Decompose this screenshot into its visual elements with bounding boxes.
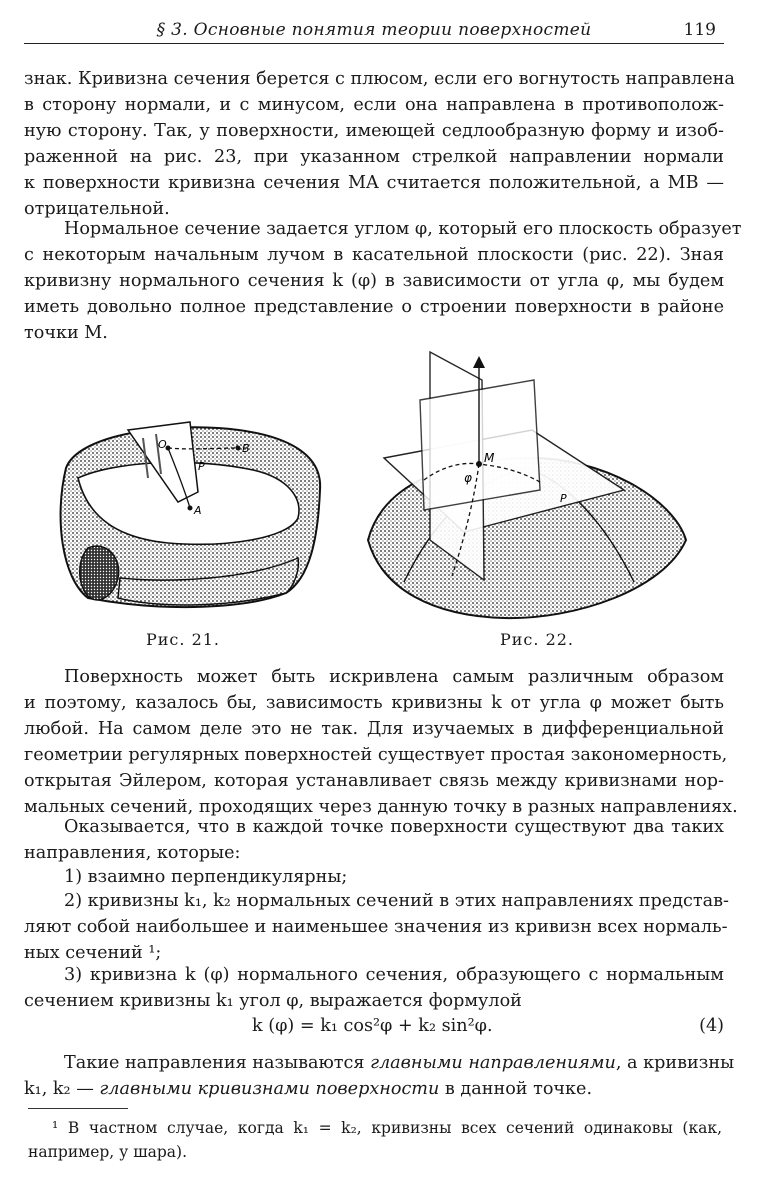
footnote bbox=[28, 1116, 722, 1164]
paragraph-2 bbox=[24, 216, 742, 346]
paragraph-4 bbox=[24, 814, 724, 866]
text-line: и поэтому, казалось бы, зависимость кривизны k от угла φ может быть bbox=[24, 693, 724, 713]
text-line: Нормальное сечение задается углом φ, который его плоскость образует bbox=[64, 219, 742, 239]
figure-21-drawing bbox=[48, 408, 338, 626]
text-line: любой. На самом деле это не так. Для изучаемых в дифференциальной bbox=[24, 719, 724, 739]
text-line: раженной на рис. 23, при указанном стрелкой направлении нормали bbox=[24, 147, 724, 167]
text-line: знак. Кривизна сечения берется с плюсом, если его вогнутость направлена bbox=[24, 69, 735, 89]
text-line: 2) кривизны k₁, k₂ нормальных сечений в этих направлениях представ- bbox=[64, 891, 729, 911]
label-a: A bbox=[194, 504, 202, 517]
text-line: открытая Эйлером, которая устанавливает связь между кривизнами нор- bbox=[24, 771, 724, 791]
text-line: например, у шара). bbox=[28, 1143, 187, 1161]
text-line: Поверхность может быть искривлена самым различным образом bbox=[64, 667, 724, 687]
header-rule bbox=[24, 43, 724, 45]
text-line: в сторону нормали, и с минусом, если она направлена в противополож- bbox=[24, 95, 724, 115]
text-line: отрицательной. bbox=[24, 199, 170, 219]
text-line: к поверхности кривизна сечения MA считается положительной, а MB — bbox=[24, 173, 724, 193]
list-item-3 bbox=[24, 962, 724, 1014]
text-line: ных сечений ¹; bbox=[24, 943, 162, 963]
text-line: точки M. bbox=[24, 323, 108, 343]
text-line: Оказывается, что в каждой точке поверхности существуют два таких bbox=[64, 817, 724, 837]
text-line: направления, которые: bbox=[24, 843, 241, 863]
page-number: 119 bbox=[683, 20, 716, 40]
list-item-2 bbox=[24, 888, 729, 966]
text-line: мальных сечений, проходящих через данную точку в разных направлениях. bbox=[24, 797, 738, 817]
paragraph-5 bbox=[24, 1050, 735, 1102]
text-line: k₁, k₂ — главными кривизнами поверхности в данной точке. bbox=[24, 1079, 593, 1099]
text-line: ную сторону. Так, у поверхности, имеющей седлообразную форму и изоб- bbox=[24, 121, 724, 141]
text-line: иметь довольно полное представление о строении поверхности в районе bbox=[24, 297, 724, 317]
section-title: § 3. Основные понятия теории поверхностей bbox=[156, 20, 592, 40]
equation-number: (4) bbox=[699, 1016, 724, 1036]
paragraph-3 bbox=[24, 664, 738, 820]
running-header bbox=[24, 18, 724, 44]
text-line: геометрии регулярных поверхностей существует простая закономерность, bbox=[24, 745, 728, 765]
figure-22-caption: Рис. 22. bbox=[500, 630, 575, 649]
formula-text: k (φ) = k₁ cos²φ + k₂ sin²φ. bbox=[252, 1016, 493, 1036]
term-principal-curvatures: главными кривизнами поверхности bbox=[99, 1079, 440, 1099]
label-p: P bbox=[560, 492, 567, 505]
label-p: P bbox=[198, 460, 205, 473]
figure-21-caption: Рис. 21. bbox=[146, 630, 221, 649]
footnote-rule bbox=[28, 1108, 128, 1109]
label-b: B bbox=[242, 442, 250, 455]
text-line: Такие направления называются главными направлениями, а кривизны bbox=[64, 1053, 735, 1073]
term-principal-directions: главными направлениями bbox=[370, 1053, 616, 1073]
text-line: с некоторым начальным лучом в касательной плоскости (рис. 22). Зная bbox=[24, 245, 724, 265]
label-m: M bbox=[484, 451, 495, 465]
text-line: 3) кривизна k (φ) нормального сечения, образующего с нормальным bbox=[64, 965, 724, 985]
label-phi: φ bbox=[464, 471, 472, 485]
list-item-1 bbox=[24, 864, 724, 890]
text-line: ляют собой наибольшее и наименьшее значения из кривизн всех нормаль- bbox=[24, 917, 728, 937]
label-o: O bbox=[158, 438, 167, 451]
figure-22-drawing bbox=[364, 350, 692, 628]
text-line: сечением кривизны k₁ угол φ, выражается формулой bbox=[24, 991, 522, 1011]
formula-4 bbox=[24, 1014, 724, 1044]
text-line: 1) взаимно перпендикулярны; bbox=[64, 867, 348, 887]
text-line: кривизну нормального сечения k (φ) в зависимости от угла φ, мы будем bbox=[24, 271, 724, 291]
text-line: ¹ В частном случае, когда k₁ = k₂, кривизны всех сечений одинаковы (как, bbox=[52, 1119, 722, 1137]
paragraph-1 bbox=[24, 66, 735, 222]
